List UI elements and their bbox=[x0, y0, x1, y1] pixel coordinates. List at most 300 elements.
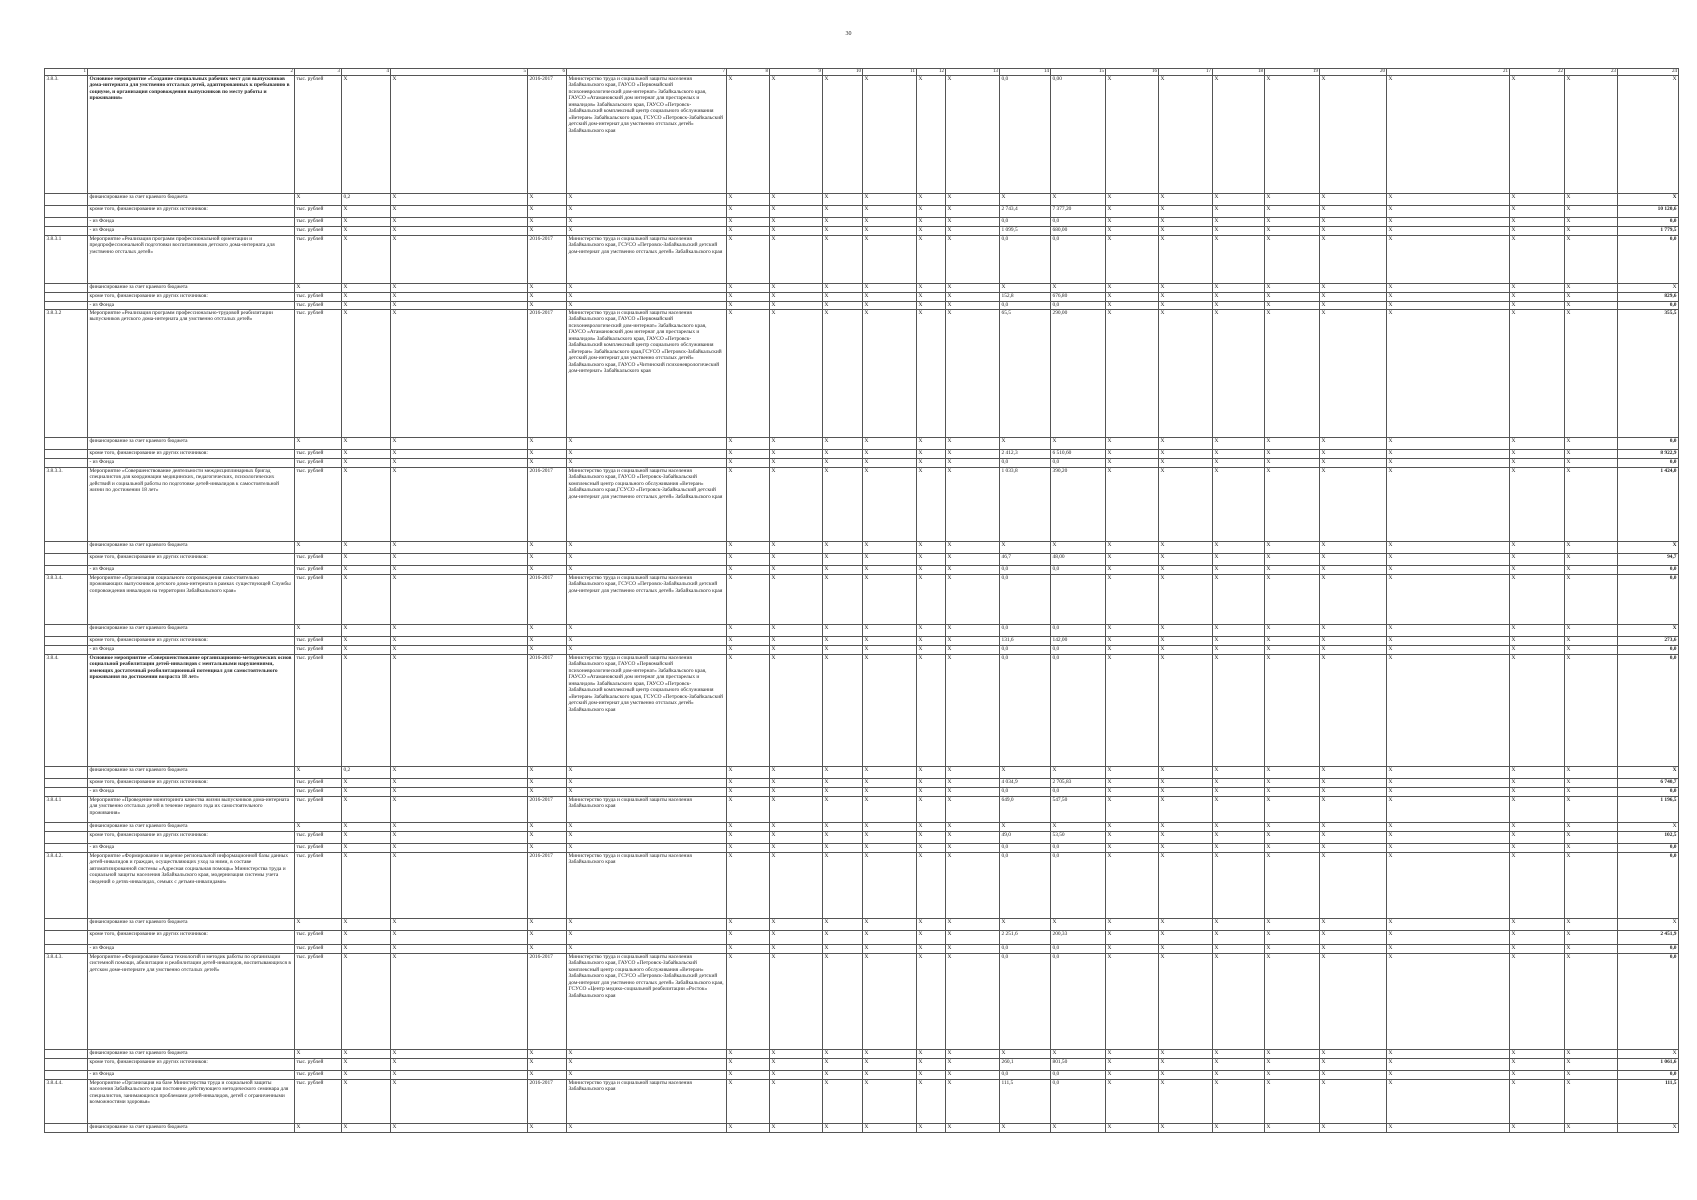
table-cell: X bbox=[1106, 1050, 1159, 1059]
table-cell: X bbox=[823, 310, 863, 438]
table-cell: Мероприятие «Реализация программ профессиональной ориентации и предпрофессиональной подготовки воспитанников детского дома-интерната для умственно отсталых детей» bbox=[88, 236, 295, 284]
table-cell: X bbox=[295, 1124, 342, 1133]
table-cell: X bbox=[1387, 302, 1510, 310]
table-cell: X bbox=[917, 310, 946, 438]
table-row bbox=[45, 218, 1679, 227]
table-cell: X bbox=[1565, 945, 1618, 954]
table-cell: X bbox=[917, 194, 946, 206]
table-cell: X bbox=[1159, 1080, 1213, 1124]
table-cell: X bbox=[528, 284, 567, 293]
table-cell: X bbox=[1159, 310, 1213, 438]
table-row bbox=[45, 1059, 1679, 1071]
table-cell: X bbox=[391, 459, 528, 468]
table-cell: 0,0 bbox=[1000, 945, 1051, 954]
table-cell: X bbox=[295, 767, 342, 779]
table-row bbox=[45, 853, 1679, 919]
table-cell: X bbox=[946, 954, 1000, 1050]
table-cell: X bbox=[391, 438, 528, 450]
table-cell: X bbox=[391, 1050, 528, 1059]
table-cell: X bbox=[823, 919, 863, 931]
table-cell: X bbox=[1159, 797, 1213, 823]
table-cell: X bbox=[1565, 646, 1618, 655]
table-cell bbox=[45, 293, 88, 302]
table-cell: X bbox=[528, 767, 567, 779]
table-cell: X bbox=[1265, 767, 1320, 779]
table-cell: X bbox=[863, 438, 917, 450]
table-cell: X bbox=[1159, 931, 1213, 945]
table-cell: X bbox=[917, 655, 946, 767]
table-cell: X bbox=[1051, 438, 1106, 450]
table-cell: X bbox=[1159, 637, 1213, 646]
table-cell: X bbox=[528, 566, 567, 575]
table-cell: X bbox=[528, 450, 567, 459]
table-cell: тыс. рублей bbox=[295, 797, 342, 823]
table-cell: тыс. рублей bbox=[295, 646, 342, 655]
table-cell: X bbox=[1159, 566, 1213, 575]
column-number: 16 bbox=[1106, 69, 1159, 76]
table-cell: X bbox=[863, 1071, 917, 1080]
table-cell: X bbox=[1106, 1059, 1159, 1071]
table-cell: 676,80 bbox=[1051, 293, 1106, 302]
table-cell: X bbox=[342, 823, 391, 832]
table-cell: X bbox=[727, 945, 770, 954]
table-cell: финансирование за счет краевого бюджета bbox=[88, 919, 295, 931]
table-cell: X bbox=[1106, 450, 1159, 459]
table-cell: 3.8.3.3. bbox=[45, 468, 88, 542]
column-number: 19 bbox=[1265, 69, 1320, 76]
table-cell: X bbox=[1265, 1050, 1320, 1059]
table-cell: X bbox=[1106, 655, 1159, 767]
table-cell: X bbox=[1106, 931, 1159, 945]
table-cell: X bbox=[1159, 459, 1213, 468]
table-cell: X bbox=[1565, 236, 1618, 284]
table-cell: X bbox=[1565, 1050, 1618, 1059]
table-cell: X bbox=[727, 1080, 770, 1124]
table-cell: X bbox=[727, 637, 770, 646]
table-cell: X bbox=[823, 637, 863, 646]
table-cell: X bbox=[528, 302, 567, 310]
table-cell: X bbox=[917, 206, 946, 218]
table-body bbox=[45, 76, 1679, 1133]
table-cell: X bbox=[391, 655, 528, 767]
table-cell: X bbox=[1387, 1059, 1510, 1071]
table-cell: X bbox=[946, 542, 1000, 554]
table-cell: X bbox=[1618, 1050, 1679, 1059]
table-cell: X bbox=[1213, 954, 1265, 1050]
table-cell: X bbox=[770, 767, 823, 779]
table-cell: X bbox=[391, 542, 528, 554]
table-cell: X bbox=[1265, 218, 1320, 227]
table-cell: X bbox=[1106, 954, 1159, 1050]
table-cell: X bbox=[391, 646, 528, 655]
table-cell: X bbox=[1565, 218, 1618, 227]
table-cell: X bbox=[1213, 218, 1265, 227]
table-cell: X bbox=[1213, 931, 1265, 945]
table-row bbox=[45, 832, 1679, 844]
table-cell: X bbox=[1106, 575, 1159, 625]
table-cell: 0,0 bbox=[1618, 236, 1679, 284]
table-cell: X bbox=[1387, 284, 1510, 293]
table-cell: X bbox=[1159, 779, 1213, 788]
table-cell: X bbox=[823, 832, 863, 844]
table-cell: X bbox=[770, 1124, 823, 1133]
table-cell: X bbox=[342, 625, 391, 637]
table-cell: X bbox=[917, 468, 946, 542]
table-cell: X bbox=[917, 302, 946, 310]
table-cell: X bbox=[1213, 797, 1265, 823]
table-cell: X bbox=[391, 218, 528, 227]
table-cell: 6 510,60 bbox=[1051, 450, 1106, 459]
table-cell: X bbox=[770, 554, 823, 566]
table-cell: X bbox=[528, 788, 567, 797]
table-cell: X bbox=[391, 450, 528, 459]
table-cell: X bbox=[1387, 1050, 1510, 1059]
table-cell: X bbox=[1000, 1050, 1051, 1059]
table-cell: финансирование за счет краевого бюджета bbox=[88, 284, 295, 293]
table-cell: 0,0 bbox=[1618, 954, 1679, 1050]
table-cell bbox=[45, 554, 88, 566]
column-number: 20 bbox=[1320, 69, 1387, 76]
table-cell: тыс. рублей bbox=[295, 218, 342, 227]
table-cell: X bbox=[1106, 1124, 1159, 1133]
table-cell: X bbox=[770, 637, 823, 646]
table-cell: X bbox=[342, 832, 391, 844]
table-row bbox=[45, 844, 1679, 853]
column-number: 8 bbox=[727, 69, 770, 76]
table-cell: X bbox=[917, 1124, 946, 1133]
table-cell: X bbox=[391, 832, 528, 844]
table-cell: X bbox=[342, 542, 391, 554]
table-cell: 1 424,0 bbox=[1618, 468, 1679, 542]
table-cell: 94,7 bbox=[1618, 554, 1679, 566]
table-cell: X bbox=[823, 1080, 863, 1124]
table-cell: X bbox=[863, 284, 917, 293]
table-cell: 0,0 bbox=[1000, 853, 1051, 919]
table-cell: 0,0 bbox=[1000, 844, 1051, 853]
table-cell: X bbox=[823, 655, 863, 767]
table-cell: X bbox=[917, 823, 946, 832]
table-cell: X bbox=[863, 823, 917, 832]
table-cell: X bbox=[1320, 468, 1387, 542]
table-cell: X bbox=[1387, 832, 1510, 844]
table-cell: X bbox=[1565, 554, 1618, 566]
table-cell: X bbox=[1159, 844, 1213, 853]
table-cell: X bbox=[727, 227, 770, 236]
table-cell: X bbox=[1565, 931, 1618, 945]
table-cell: X bbox=[1265, 293, 1320, 302]
table-cell bbox=[45, 1071, 88, 1080]
table-cell: X bbox=[770, 646, 823, 655]
table-cell: X bbox=[1265, 832, 1320, 844]
table-cell: X bbox=[917, 575, 946, 625]
table-cell: X bbox=[1000, 542, 1051, 554]
table-cell: X bbox=[342, 919, 391, 931]
table-cell: X bbox=[1265, 450, 1320, 459]
table-cell: X bbox=[1159, 468, 1213, 542]
table-cell: X bbox=[727, 302, 770, 310]
table-cell: X bbox=[863, 1050, 917, 1059]
table-cell: X bbox=[528, 1071, 567, 1080]
table-cell: X bbox=[727, 450, 770, 459]
table-cell: X bbox=[1320, 76, 1387, 194]
table-cell: X bbox=[1565, 779, 1618, 788]
table-cell: X bbox=[391, 797, 528, 823]
table-cell: X bbox=[1159, 575, 1213, 625]
table-cell: X bbox=[342, 236, 391, 284]
table-cell: X bbox=[1106, 767, 1159, 779]
table-cell: 0,0 bbox=[1618, 844, 1679, 853]
table-cell: X bbox=[917, 236, 946, 284]
table-cell: X bbox=[1106, 844, 1159, 853]
table-cell: - из Фонда bbox=[88, 945, 295, 954]
table-row bbox=[45, 302, 1679, 310]
table-cell: X bbox=[863, 236, 917, 284]
table-cell: X bbox=[1320, 853, 1387, 919]
table-cell: кроме того, финансирование из других источников: bbox=[88, 554, 295, 566]
table-cell: X bbox=[770, 625, 823, 637]
table-cell: тыс. рублей bbox=[295, 1071, 342, 1080]
table-cell: X bbox=[1265, 1080, 1320, 1124]
table-cell: X bbox=[1320, 542, 1387, 554]
table-cell: X bbox=[823, 844, 863, 853]
table-cell: X bbox=[391, 625, 528, 637]
table-cell: X bbox=[823, 227, 863, 236]
table-cell: X bbox=[946, 779, 1000, 788]
table-cell: X bbox=[1106, 310, 1159, 438]
table-cell: X bbox=[1106, 438, 1159, 450]
table-cell: X bbox=[1213, 625, 1265, 637]
table-cell: X bbox=[1159, 823, 1213, 832]
table-cell: X bbox=[391, 853, 528, 919]
table-cell: X bbox=[1213, 575, 1265, 625]
table-cell: X bbox=[946, 823, 1000, 832]
table-cell: X bbox=[1387, 236, 1510, 284]
table-cell: кроме того, финансирование из других источников: bbox=[88, 206, 295, 218]
table-cell: 48,00 bbox=[1051, 554, 1106, 566]
table-cell: X bbox=[567, 554, 727, 566]
table-cell: X bbox=[342, 931, 391, 945]
table-cell: X bbox=[1320, 767, 1387, 779]
table-cell: X bbox=[946, 218, 1000, 227]
table-cell: X bbox=[917, 646, 946, 655]
table-cell: X bbox=[567, 767, 727, 779]
table-cell: X bbox=[1565, 310, 1618, 438]
table-cell: X bbox=[1387, 625, 1510, 637]
table-cell: X bbox=[342, 310, 391, 438]
table-cell: X bbox=[1510, 194, 1565, 206]
table-cell: X bbox=[1265, 779, 1320, 788]
table-cell bbox=[45, 637, 88, 646]
table-cell: X bbox=[295, 823, 342, 832]
table-cell: X bbox=[1320, 194, 1387, 206]
table-cell: X bbox=[1510, 823, 1565, 832]
table-cell: X bbox=[863, 844, 917, 853]
table-cell: X bbox=[727, 284, 770, 293]
table-cell: 1 061,6 bbox=[1618, 1059, 1679, 1071]
table-cell: X bbox=[1265, 310, 1320, 438]
table-cell: X bbox=[1565, 468, 1618, 542]
table-cell: X bbox=[1565, 1071, 1618, 1080]
table-cell: X bbox=[1159, 284, 1213, 293]
table-cell: X bbox=[1265, 206, 1320, 218]
table-cell: X bbox=[1265, 1059, 1320, 1071]
table-cell: X bbox=[391, 554, 528, 566]
table-cell: X bbox=[946, 797, 1000, 823]
table-cell: X bbox=[1320, 459, 1387, 468]
table-cell: X bbox=[1387, 931, 1510, 945]
table-cell: X bbox=[727, 625, 770, 637]
table-cell: X bbox=[391, 954, 528, 1050]
table-cell bbox=[45, 302, 88, 310]
table-cell: X bbox=[917, 797, 946, 823]
table-row bbox=[45, 637, 1679, 646]
table-cell: X bbox=[1320, 931, 1387, 945]
table-cell: X bbox=[1000, 767, 1051, 779]
table-cell: кроме того, финансирование из других источников: bbox=[88, 637, 295, 646]
table-cell: - из Фонда bbox=[88, 459, 295, 468]
table-cell: X bbox=[1265, 931, 1320, 945]
table-cell: X bbox=[770, 788, 823, 797]
table-cell: X bbox=[770, 206, 823, 218]
table-cell: X bbox=[1159, 1059, 1213, 1071]
table-cell: X bbox=[863, 468, 917, 542]
table-row bbox=[45, 797, 1679, 823]
table-cell: X bbox=[1320, 1059, 1387, 1071]
table-cell: Министерство труда и социальной защиты населения Забайкальского края bbox=[567, 1080, 727, 1124]
table-cell: X bbox=[863, 302, 917, 310]
table-cell: X bbox=[295, 1050, 342, 1059]
table-cell: X bbox=[391, 1080, 528, 1124]
table-cell: X bbox=[1320, 1080, 1387, 1124]
table-cell: X bbox=[1387, 227, 1510, 236]
table-cell: 2016-2017 bbox=[528, 655, 567, 767]
table-cell: X bbox=[1106, 227, 1159, 236]
table-cell: X bbox=[1510, 1124, 1565, 1133]
table-cell: X bbox=[946, 459, 1000, 468]
table-cell: X bbox=[567, 1050, 727, 1059]
table-cell: 49,0 bbox=[1000, 832, 1051, 844]
table-cell: X bbox=[1510, 450, 1565, 459]
table-cell: X bbox=[1320, 945, 1387, 954]
table-cell: 260,1 bbox=[1000, 1059, 1051, 1071]
table-cell: X bbox=[567, 1124, 727, 1133]
table-cell: X bbox=[1159, 646, 1213, 655]
table-cell: X bbox=[727, 468, 770, 542]
table-cell: X bbox=[1565, 788, 1618, 797]
table-cell: X bbox=[1106, 76, 1159, 194]
table-cell: X bbox=[391, 284, 528, 293]
table-cell: X bbox=[823, 931, 863, 945]
table-cell: 8 922,9 bbox=[1618, 450, 1679, 459]
table-cell bbox=[45, 844, 88, 853]
table-cell: X bbox=[342, 450, 391, 459]
table-row bbox=[45, 459, 1679, 468]
table-cell: X bbox=[823, 945, 863, 954]
table-cell: X bbox=[863, 194, 917, 206]
table-cell: 65,5 bbox=[1000, 310, 1051, 438]
table-cell: X bbox=[727, 1059, 770, 1071]
table-cell: X bbox=[1213, 767, 1265, 779]
table-cell: 1 033,8 bbox=[1000, 468, 1051, 542]
table-cell: X bbox=[917, 637, 946, 646]
table-cell: X bbox=[1565, 566, 1618, 575]
table-cell: X bbox=[1051, 542, 1106, 554]
table-cell: - из Фонда bbox=[88, 302, 295, 310]
table-cell: X bbox=[391, 823, 528, 832]
table-cell: X bbox=[1265, 1071, 1320, 1080]
table-cell: X bbox=[342, 206, 391, 218]
table-cell: X bbox=[823, 575, 863, 625]
table-cell bbox=[45, 945, 88, 954]
table-cell: X bbox=[863, 76, 917, 194]
table-cell: X bbox=[1051, 1050, 1106, 1059]
table-cell: X bbox=[528, 823, 567, 832]
table-cell: X bbox=[823, 218, 863, 227]
table-cell: X bbox=[727, 853, 770, 919]
table-cell: X bbox=[727, 655, 770, 767]
table-cell: 0,0 bbox=[1618, 438, 1679, 450]
table-cell: X bbox=[567, 566, 727, 575]
table-cell: X bbox=[1510, 637, 1565, 646]
table-row bbox=[45, 779, 1679, 788]
table-cell: X bbox=[391, 919, 528, 931]
table-cell: тыс. рублей bbox=[295, 655, 342, 767]
table-cell: X bbox=[1320, 310, 1387, 438]
table-cell: 0,0 bbox=[1051, 218, 1106, 227]
table-cell: X bbox=[863, 637, 917, 646]
table-cell: X bbox=[567, 919, 727, 931]
column-number: 17 bbox=[1159, 69, 1213, 76]
table-cell: тыс. рублей bbox=[295, 954, 342, 1050]
table-cell: 0,00 bbox=[1051, 76, 1106, 194]
table-cell: X bbox=[770, 954, 823, 1050]
table-cell: X bbox=[1051, 823, 1106, 832]
table-cell: X bbox=[1320, 236, 1387, 284]
table-cell: 2016-2017 bbox=[528, 1080, 567, 1124]
table-cell: X bbox=[1265, 438, 1320, 450]
table-cell: X bbox=[391, 1124, 528, 1133]
table-cell: 0,0 bbox=[1000, 625, 1051, 637]
column-number: 18 bbox=[1213, 69, 1265, 76]
table-cell: X bbox=[391, 468, 528, 542]
table-cell: X bbox=[567, 779, 727, 788]
table-cell: X bbox=[1320, 954, 1387, 1050]
table-cell: X bbox=[1510, 788, 1565, 797]
table-cell: X bbox=[1387, 310, 1510, 438]
table-cell: X bbox=[528, 206, 567, 218]
table-cell: X bbox=[528, 646, 567, 655]
table-cell: X bbox=[863, 554, 917, 566]
table-cell: X bbox=[295, 542, 342, 554]
table-cell: X bbox=[946, 637, 1000, 646]
table-cell: X bbox=[1387, 844, 1510, 853]
table-cell: X bbox=[1265, 302, 1320, 310]
column-number: 5 bbox=[391, 69, 528, 76]
table-cell: X bbox=[567, 637, 727, 646]
table-cell: X bbox=[567, 227, 727, 236]
table-cell: X bbox=[946, 236, 1000, 284]
table-cell: X bbox=[1106, 468, 1159, 542]
table-cell: X bbox=[823, 767, 863, 779]
table-cell: X bbox=[1159, 1124, 1213, 1133]
table-cell: X bbox=[342, 293, 391, 302]
table-cell: тыс. рублей bbox=[295, 832, 342, 844]
table-cell: X bbox=[1265, 954, 1320, 1050]
table-cell: X bbox=[1565, 655, 1618, 767]
table-cell: X bbox=[1106, 302, 1159, 310]
table-cell: кроме того, финансирование из других источников: bbox=[88, 293, 295, 302]
table-cell: X bbox=[1265, 575, 1320, 625]
